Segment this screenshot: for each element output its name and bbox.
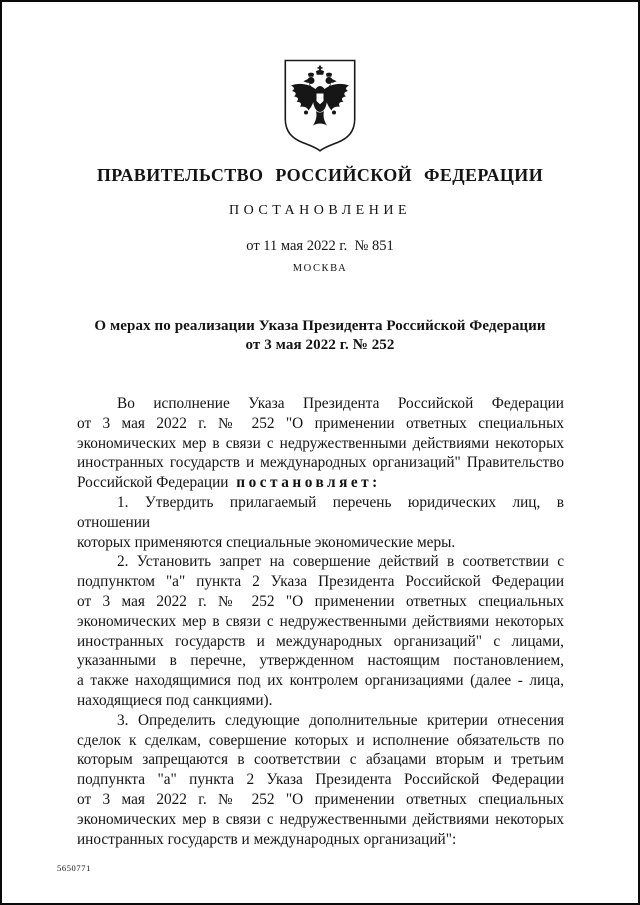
body-line: 2. Установить запрет на совершение действий в соответствии с: [117, 553, 564, 571]
doc-title-line1: О мерах по реализации Указа Президента Российской Федерации: [94, 318, 546, 334]
paragraph: [77, 394, 564, 493]
body-line: от 3 мая 2022 г. № 252 "О применении ответных специальных: [77, 790, 564, 808]
coat-of-arms-icon: [283, 59, 358, 154]
body-line: [77, 473, 564, 493]
body-line: экономических мер в связи с недружественными действиями некоторых: [77, 612, 564, 630]
body-line: Во исполнение Указа Президента Российской Федерации: [117, 395, 564, 412]
decree-word: постановляет:: [236, 474, 381, 492]
footer-number: 5650771: [57, 863, 91, 873]
body-line: а также находящимися под их контролем организациями (далее - лица,: [77, 672, 564, 690]
document-body: [77, 394, 564, 849]
body-line: которым запрещаются в соответствии с абзацами вторым и третьим: [77, 751, 564, 769]
body-line: иностранных государств и международных организаций":: [77, 830, 457, 848]
paragraph: [77, 493, 564, 552]
body-line: экономических мер в связи с недружественными действиями некоторых: [77, 434, 564, 452]
body-line: подпункта "а" пункта 2 Указа Президента Российской Федерации: [77, 771, 564, 789]
org-name: ПРАВИТЕЛЬСТВО РОССИЙСКОЙ ФЕДЕРАЦИИ: [96, 165, 544, 185]
paragraph: [77, 711, 564, 850]
body-line: сделок к сделкам, совершение которых и исполнение обязательств по: [77, 731, 564, 749]
body-line: 1. Утвердить прилагаемый перечень юридических лиц, в отношении: [77, 493, 564, 531]
date-number-line: от 11 мая 2022 г. № 851: [246, 238, 394, 254]
doc-title: [0, 317, 640, 354]
paragraph: [77, 552, 564, 710]
body-line-text: Российской Федерации: [77, 474, 233, 492]
body-line: иностранных государств и международных организаций" с лицами,: [77, 632, 564, 650]
body-line: указанными в перечне, утвержденном настоящим постановлением,: [77, 652, 564, 670]
body-line: которых применяются специальные экономические меры.: [77, 533, 456, 551]
body-line: иностранных государств и международных организаций" Правительство: [77, 454, 564, 472]
body-line: от 3 мая 2022 г. № 252 "О применении ответных специальных: [77, 592, 564, 610]
body-line: экономических мер в связи с недружественными действиями некоторых: [77, 810, 564, 828]
doc-title-line2: от 3 мая 2022 г. № 252: [245, 336, 395, 353]
body-line: от 3 мая 2022 г. № 252 "О применении ответных специальных: [77, 414, 564, 432]
body-line: подпунктом "а" пункта 2 Указа Президента Российской Федерации: [77, 573, 564, 591]
city-line: МОСКВА: [292, 263, 348, 274]
doc-type: ПОСТАНОВЛЕНИЕ: [228, 203, 412, 218]
body-line: находящиеся под санкциями).: [77, 691, 273, 709]
body-line: 3. Определить следующие дополнительные критерии отнесения: [117, 711, 564, 729]
